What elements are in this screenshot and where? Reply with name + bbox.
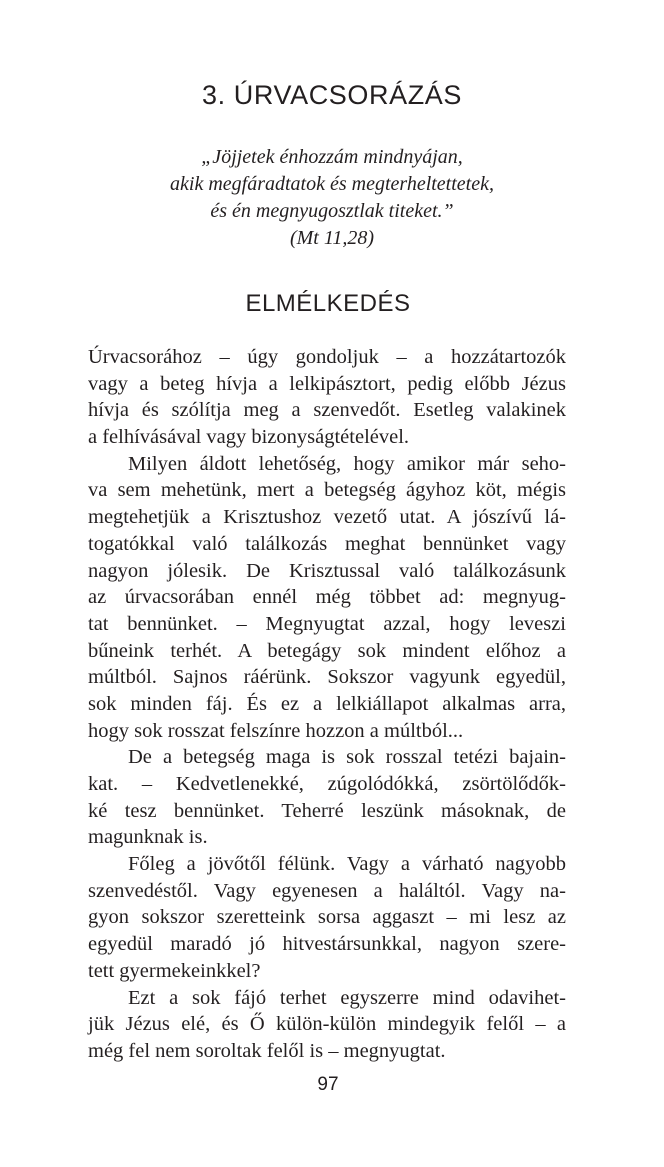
text-line: ké tesz bennünket. Teherré leszünk másoknak, de (88, 799, 566, 822)
text-line: nagyon jólesik. De Krisztussal való találkozásunk (88, 559, 566, 582)
text-line: vagy a beteg hívja a lelkipásztort, pedig előbb Jézus (88, 372, 566, 395)
text-line: hogy sok rosszat felszínre hozzon a múltból... (88, 719, 464, 742)
text-line: bűneink terhét. A betegágy sok mindent előhoz a (88, 639, 566, 662)
text-line: az úrvacsorában ennél még többet ad: megnyug- (88, 586, 566, 609)
text-line: sok minden fáj. És ez a lelkiállapot alkalmas arra, (88, 692, 566, 715)
text-line: jük Jézus elé, és Ő külön-külön mindegyik felől – a (88, 1013, 566, 1036)
text-line: togatókkal való találkozás meghat bennünket vagy (88, 532, 566, 555)
text-line: De a betegség maga is sok rosszal tetézi bajain- (128, 746, 566, 769)
text-line: egyedül maradó jó hitvestársunkkal, nagyon szere- (88, 933, 566, 956)
text-line: tett gyermekeinkkel? (88, 959, 261, 982)
chapter-title: 3. ÚRVACSORÁZÁS (201, 80, 463, 110)
text-line: megtehetjük a Krisztushoz vezető utat. A jószívű lá- (88, 506, 566, 529)
epigraph-citation: (Mt 11,28) (289, 227, 375, 249)
text-line: hívja és szólítja meg a szenvedőt. Esetleg valakinek (88, 399, 566, 422)
text-line: szenvedéstől. Vagy egyenesen a haláltól. Vagy na- (88, 879, 566, 902)
text-line: Főleg a jövőtől félünk. Vagy a várható nagyobb (128, 853, 566, 876)
section-title: ELMÉLKEDÉS (245, 290, 411, 317)
text-line: Milyen áldott lehetőség, hogy amikor már seho- (128, 452, 566, 475)
text-line: tat bennünket. – Megnyugtat azzal, hogy leveszi (88, 612, 566, 635)
text-line: Úrvacsorához – úgy gondoljuk – a hozzátartozók (88, 346, 566, 368)
text-line: va sem mehetünk, mert a betegség ágyhoz köt, mégis (88, 479, 566, 502)
text-line: a felhívásával vagy bizonyságtételével. (88, 426, 410, 449)
epigraph-line: „Jöjjetek énhozzám mindnyájan, (201, 146, 463, 168)
text-line: magunknak is. (88, 826, 208, 849)
epigraph (0, 144, 664, 252)
text-line: múltból. Sajnos ráérünk. Sokszor vagyunk egyedül, (88, 666, 566, 689)
epigraph-line: akik megfáradtatok és megterheltettetek, (170, 173, 494, 195)
text-line: gyon sokszor szeretteink sorsa aggaszt – mi lesz az (88, 906, 566, 929)
page-number: 97 (317, 1074, 339, 1095)
epigraph-line: és én megnyugosztlak titeket.” (210, 200, 454, 222)
text-line: kat. – Kedvetlenekké, zúgolódókká, zsörtölődők- (88, 773, 566, 795)
body-text (88, 344, 566, 1065)
text-line: még fel nem soroltak felől is – megnyugtat. (88, 1039, 446, 1062)
text-line: Ezt a sok fájó terhet egyszerre mind odavihet- (128, 986, 566, 1009)
